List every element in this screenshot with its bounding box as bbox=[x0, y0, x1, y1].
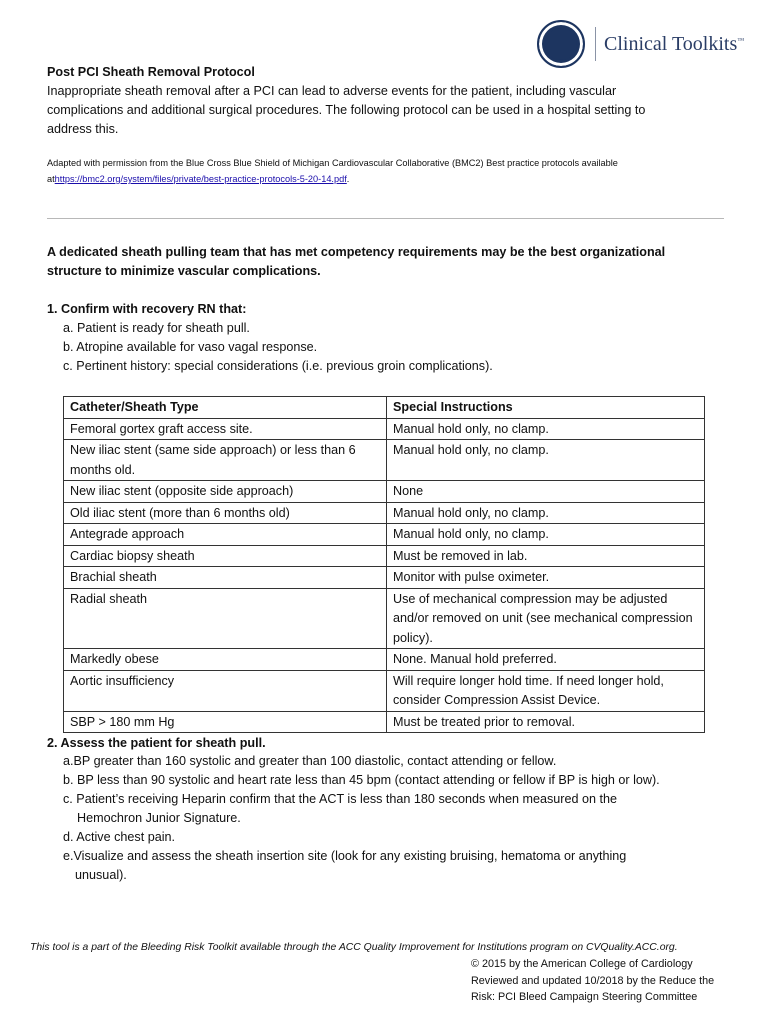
clinical-toolkits-logo bbox=[537, 20, 744, 68]
step1-heading: 1. Confirm with recovery RN that: bbox=[47, 302, 247, 316]
step1-item: b. Atropine available for vaso vagal response. bbox=[63, 340, 318, 354]
table-header: Special Instructions bbox=[387, 397, 705, 419]
instruction-cell: Manual hold only, no clamp. bbox=[387, 502, 705, 524]
step2-item: a.BP greater than 160 systolic and greater than 100 diastolic, contact attending or fellow. bbox=[63, 754, 557, 768]
source-link-line bbox=[47, 172, 349, 187]
intro-line: complications and additional surgical procedures. The following protocol can be used in a hospital setting to bbox=[47, 103, 646, 117]
lead-line: A dedicated sheath pulling team that has met competency requirements may be the best organizational bbox=[47, 245, 666, 259]
table-header: Catheter/Sheath Type bbox=[64, 397, 387, 419]
sheath-type-cell: Aortic insufficiency bbox=[64, 670, 387, 711]
divider bbox=[47, 218, 724, 219]
table-row bbox=[64, 545, 705, 567]
sheath-type-cell: SBP > 180 mm Hg bbox=[64, 711, 387, 733]
step1-item: c. Pertinent history: special considerations (i.e. previous groin complications). bbox=[63, 359, 493, 373]
document-title: Post PCI Sheath Removal Protocol bbox=[47, 65, 255, 79]
sheath-type-cell: New iliac stent (same side approach) or less than 6 months old. bbox=[64, 440, 387, 481]
instruction-cell: Use of mechanical compression may be adjusted and/or removed on unit (see mechanical compression policy). bbox=[387, 588, 705, 649]
instruction-cell: Manual hold only, no clamp. bbox=[387, 524, 705, 546]
footer-note: This tool is a part of the Bleeding Risk Toolkit available through the ACC Quality Improvement for Institutions program on CVQuality.ACC.org. bbox=[30, 942, 678, 953]
instruction-cell: None bbox=[387, 481, 705, 503]
table-row bbox=[64, 649, 705, 671]
step2-item: b. BP less than 90 systolic and heart rate less than 45 bpm (contact attending or fellow if BP is high or low). bbox=[63, 773, 660, 787]
sheath-type-cell: Brachial sheath bbox=[64, 567, 387, 589]
acc-seal-icon bbox=[537, 20, 585, 68]
sheath-type-cell: Radial sheath bbox=[64, 588, 387, 649]
instruction-cell: None. Manual hold preferred. bbox=[387, 649, 705, 671]
intro-line: address this. bbox=[47, 122, 119, 136]
instruction-cell: Must be removed in lab. bbox=[387, 545, 705, 567]
logo-divider bbox=[595, 27, 596, 61]
sheath-type-cell: Femoral gortex graft access site. bbox=[64, 418, 387, 440]
table-row bbox=[64, 567, 705, 589]
step2-item: unusual). bbox=[75, 868, 127, 882]
instruction-cell: Monitor with pulse oximeter. bbox=[387, 567, 705, 589]
brand-name: Clinical Toolkits™ bbox=[604, 32, 745, 55]
instruction-cell: Manual hold only, no clamp. bbox=[387, 418, 705, 440]
table-row bbox=[64, 524, 705, 546]
table-row bbox=[64, 418, 705, 440]
intro-line: Inappropriate sheath removal after a PCI can lead to adverse events for the patient, including vascular bbox=[47, 84, 617, 98]
sheath-instructions-table bbox=[63, 396, 705, 733]
sheath-type-cell: Antegrade approach bbox=[64, 524, 387, 546]
table-row bbox=[64, 670, 705, 711]
table-row bbox=[64, 588, 705, 649]
instruction-cell: Must be treated prior to removal. bbox=[387, 711, 705, 733]
table-header-row bbox=[64, 397, 705, 419]
instruction-cell: Will require longer hold time. If need longer hold, consider Compression Assist Device. bbox=[387, 670, 705, 711]
step1-item: a. Patient is ready for sheath pull. bbox=[63, 321, 250, 335]
table-row bbox=[64, 711, 705, 733]
source-link[interactable]: https://bmc2.org/system/files/private/best-practice-protocols-5-20-14.pdf bbox=[54, 174, 347, 184]
footer-reviewed: Risk: PCI Bleed Campaign Steering Committee bbox=[471, 991, 698, 1003]
table-row bbox=[64, 440, 705, 481]
footer-copyright: © 2015 by the American College of Cardiology bbox=[471, 958, 693, 970]
step2-item: e.Visualize and assess the sheath insertion site (look for any existing bruising, hematoma or anything bbox=[63, 849, 627, 863]
sheath-type-cell: Cardiac biopsy sheath bbox=[64, 545, 387, 567]
step2-item: Hemochron Junior Signature. bbox=[77, 811, 241, 825]
table-row bbox=[64, 481, 705, 503]
source-prefix: at bbox=[47, 174, 55, 184]
footer-reviewed: Reviewed and updated 10/2018 by the Reduce the bbox=[471, 975, 715, 987]
source-line: Adapted with permission from the Blue Cross Blue Shield of Michigan Cardiovascular Collaborative (BMC2) Best practice protocols available bbox=[47, 158, 618, 168]
step2-item: d. Active chest pain. bbox=[63, 830, 176, 844]
sheath-type-cell: Old iliac stent (more than 6 months old) bbox=[64, 502, 387, 524]
lead-line: structure to minimize vascular complications. bbox=[47, 264, 321, 278]
source-suffix: . bbox=[346, 174, 350, 184]
table-row bbox=[64, 502, 705, 524]
instruction-cell: Manual hold only, no clamp. bbox=[387, 440, 705, 481]
sheath-type-cell: Markedly obese bbox=[64, 649, 387, 671]
step2-heading: 2. Assess the patient for sheath pull. bbox=[47, 736, 266, 750]
sheath-type-cell: New iliac stent (opposite side approach) bbox=[64, 481, 387, 503]
step2-item: c. Patient’s receiving Heparin confirm that the ACT is less than 180 seconds when measured on the bbox=[63, 792, 617, 806]
